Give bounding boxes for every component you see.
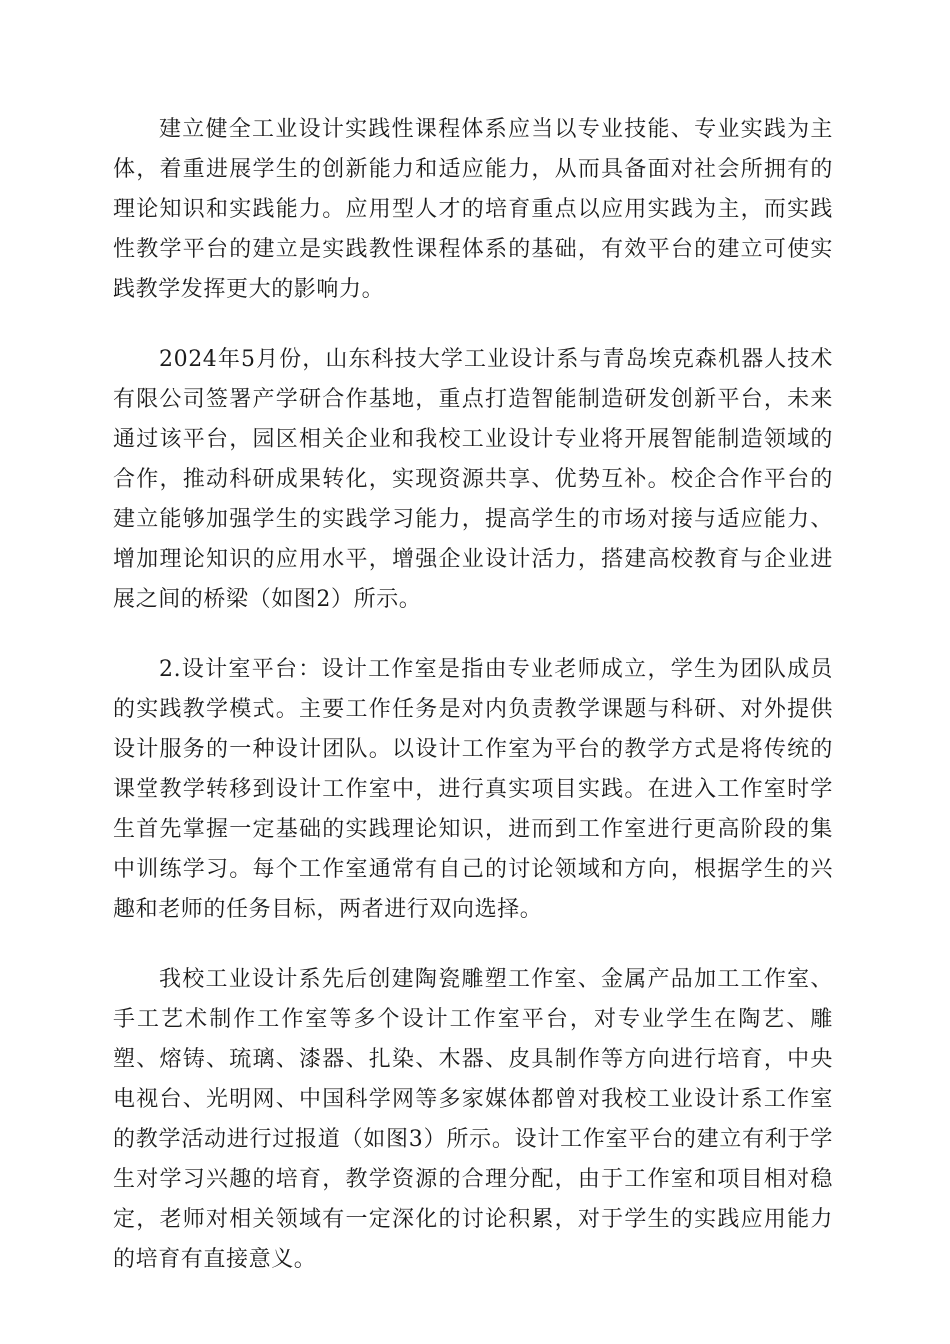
paragraph-practice-curriculum: 建立健全工业设计实践性课程体系应当以专业技能、专业实践为主体，着重进展学生的创新能力和适应能力，从而具备面对社会所拥有的理论知识和实践能力。应用型人才的培育重点以应用实践为主，而实践性教学平台的建立是实践教性课程体系的基础，有效平台的建立可使实践教学发挥更大的影响力。 (113, 117, 833, 302)
document-body (113, 110, 833, 1310)
paragraph-studio-examples: 我校工业设计系先后创建陶瓷雕塑工作室、金属产品加工工作室、手工艺术制作工作室等多个设计工作室平台，对专业学生在陶艺、雕塑、熔铸、琉璃、漆器、扎染、木器、皮具制作等方向进行培育，中央电视台、光明网、中国科学网等多家媒体都曾对我校工业设计系工作室的教学活动进行过报道（如图3）所示。设计工作室平台的建立有利于学生对学习兴趣的培育，教学资源的合理分配，由于工作室和项目相对稳定，老师对相关领域有一定深化的讨论积累，对于学生的实践应用能力的培育有直接意义。 (113, 967, 833, 1272)
paragraph-design-studio-platform: 2.设计室平台：设计工作室是指由专业老师成立，学生为团队成员的实践教学模式。主要工作任务是对内负责教学课题与科研、对外提供设计服务的一种设计团队。以设计工作室为平台的教学方式是将传统的课堂教学转移到设计工作室中，进行真实项目实践。在进入工作室时学生首先掌握一定基础的实践理论知识，进而到工作室进行更高阶段的集中训练学习。每个工作室通常有自己的讨论领域和方向，根据学生的兴趣和老师的任务目标，两者进行双向选择。 (113, 657, 833, 922)
paragraph-school-enterprise-platform: 2024年5月份，山东科技大学工业设计系与青岛埃克森机器人技术有限公司签署产学研合作基地，重点打造智能制造研发创新平台，未来通过该平台，园区相关企业和我校工业设计专业将开展智能制造领域的合作，推动科研成果转化，实现资源共享、优势互补。校企合作平台的建立能够加强学生的实践学习能力，提高学生的市场对接与适应能力、增加理论知识的应用水平，增强企业设计活力，搭建高校教育与企业进展之间的桥梁（如图2）所示。 (113, 347, 833, 612)
